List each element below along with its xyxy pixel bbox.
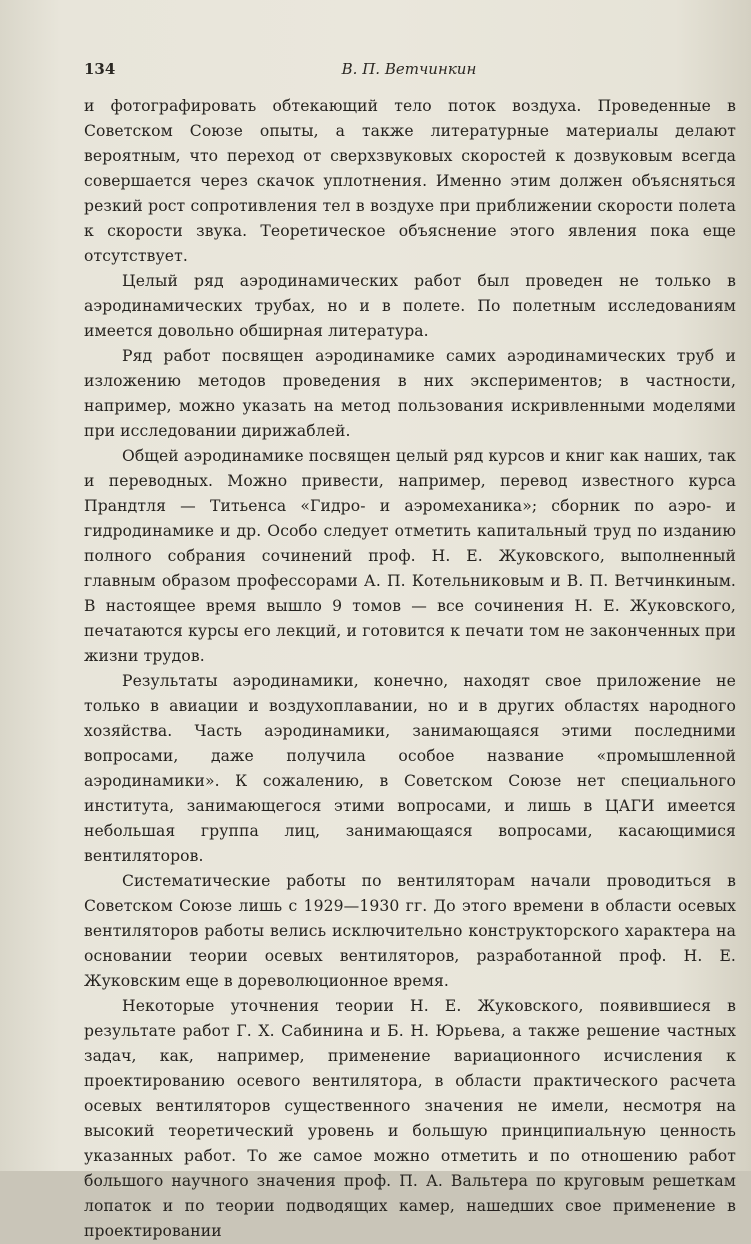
body-text <box>84 94 736 1244</box>
paragraph-2: Целый ряд аэродинамических работ был проведен не только в аэродинамических трубах, но и в полете. По полетным исследованиям имеется довольно обширная литература. <box>84 272 736 340</box>
running-head <box>84 60 734 84</box>
running-title: В. П. Ветчинкин <box>341 60 477 78</box>
paragraph-4: Общей аэродинамике посвящен целый ряд курсов и книг как наших, так и переводных. Можно привести, например, перевод известного курса Прандтля — Титьенса «Гидро- и аэромеханика»; сборник по аэро- и гидродинамике и др. Особо следует отметить капитальный труд по изданию полного собрания сочинений проф. Н. Е. Жуковского, выполненный главным образом профессорами А. П. Котельниковым и В. П. Ветчинкиным. В настоящее время вышло 9 томов — все сочинения Н. Е. Жуковского, печатаются курсы его лекций, и готовится к печати том не законченных при жизни трудов. <box>84 447 736 665</box>
page-number: 134 <box>84 60 116 78</box>
paragraph-3: Ряд работ посвящен аэродинамике самих аэродинамических труб и изложению методов проведения в них экспериментов; в частности, например, можно указать на метод пользования искривленными моделями при исследовании дирижаблей. <box>84 347 736 440</box>
paragraph-1: и фотографировать обтекающий тело поток воздуха. Проведенные в Советском Союзе опыты, а также литературные материалы делают вероятным, что переход от сверхзвуковых скоростей к дозвуковым всегда совершается через скачок уплотнения. Именно этим должен объясняться резкий рост сопротивления тел в воздухе при приближении скорости полета к скорости звука. Теоретическое объяснение этого явления пока еще отсутствует. <box>84 97 736 265</box>
paragraph-6: Систематические работы по вентиляторам начали проводиться в Советском Союзе лишь с 1929—1930 гг. До этого времени в области осевых вентиляторов работы велись исключительно конструкторского характера на основании теории осевых вентиляторов, разработанной проф. Н. Е. Жуковским еще в дореволюционное время. <box>84 872 736 990</box>
paragraph-5: Результаты аэродинамики, конечно, находят свое приложение не только в авиации и воздухоплавании, но и в других областях народного хозяйства. Часть аэродинамики, занимающаяся этими последними вопросами, даже получила особое название «промышленной аэродинамики». К сожалению, в Советском Союзе нет специального института, занимающегося этими вопросами, и лишь в ЦАГИ имеется небольшая группа лиц, занимающаяся вопросами, касающимися вентиляторов. <box>84 672 736 865</box>
paragraph-7: Некоторые уточнения теории Н. Е. Жуковского, появившиеся в результате работ Г. Х. Сабинина и Б. Н. Юрьева, а также решение частных задач, как, например, применение вариационного исчисления к проектированию осевого вентилятора, в области практического расчета осевых вентиляторов существенного значения не имели, несмотря на высокий теоретический уровень и большую принципиальную ценность указанных работ. То же самое можно отметить и по отношению работ большого научного значения проф. П. А. Вальтера по круговым решеткам лопаток и по теории подводящих камер, нашедших свое применение в проектировании <box>84 997 736 1240</box>
